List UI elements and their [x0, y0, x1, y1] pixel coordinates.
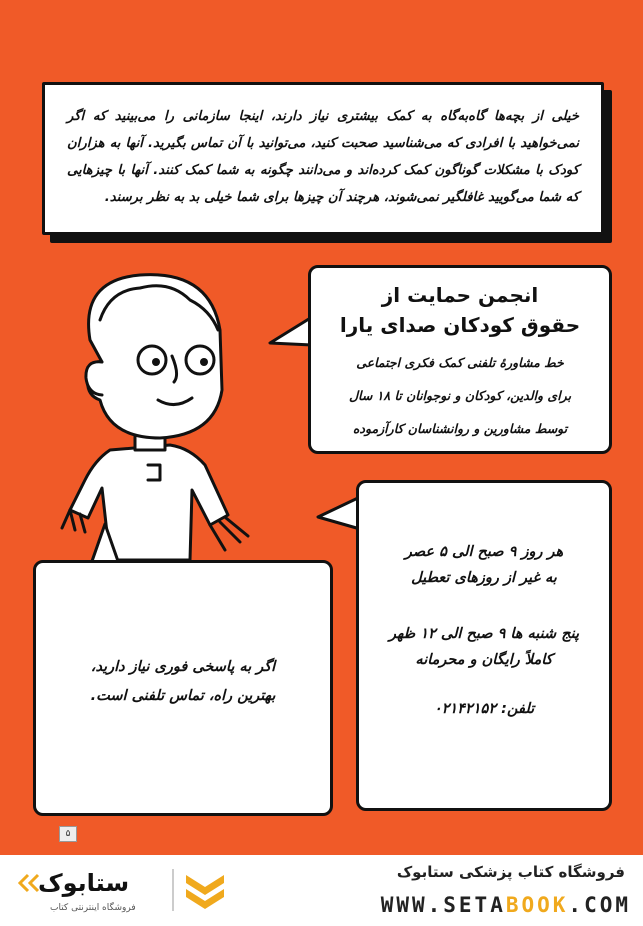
org-title-line1: انجمن حمایت از: [381, 283, 539, 307]
org-desc-line1: خط مشاورهٔ تلفنی کمک فکری اجتماعی: [356, 355, 564, 370]
hours-line4: کاملاً رایگان و محرمانه: [415, 652, 553, 668]
logo-text: ستابوک: [38, 869, 130, 897]
intro-text: خیلی از بچه‌ها گاه‌به‌گاه به کمک بیشتری نیاز دارند، اینجا سازمانی را می‌بینید که اگر نمی‌خواهید با افرادی که می‌شناسید صحبت کنید، می‌توانید با آن تماس بگیرید. آنها به هزاران کودک با مشکلات گوناگون کمک کرده‌اند و می‌دانند چگونه به شما کمک کنند. آنها با چیزهایی که شما می‌گویید غافلگیر نمی‌شوند، هرچند آن چیزها برای شما خیلی بد به نظر برسند.: [67, 109, 579, 205]
org-title-line2: حقوق کودکان صدای یارا: [339, 313, 581, 337]
store-name: فروشگاه کتاب پزشکی ستابوک: [396, 863, 625, 881]
page-number: ۵: [59, 826, 77, 842]
logo-divider: [172, 869, 174, 911]
store-footer: [0, 855, 643, 926]
advice-line1: اگر به پاسخی فوری نیاز دارید،: [90, 659, 276, 675]
org-desc-line3: توسط مشاورین و روانشناسان کارآزموده: [352, 421, 568, 436]
advice-bubble: [33, 560, 333, 816]
advice-line2: بهترین راه، تماس تلفنی است.: [90, 688, 276, 704]
phone-number: تلفن: ۰۲۱۴۲۱۵۲: [433, 701, 535, 717]
hours-line2: به غیر از روزهای تعطیل: [411, 570, 557, 586]
intro-box: [42, 82, 604, 235]
url-part-2: BOOK: [505, 893, 569, 917]
store-url[interactable]: [381, 893, 631, 917]
url-part-3: .COM: [568, 893, 631, 917]
chevrons-icon: [18, 873, 40, 893]
hours-line1: هر روز ۹ صبح الی ۵ عصر: [404, 544, 564, 560]
org-bubble: [308, 265, 612, 454]
seta-logo-icon: [182, 869, 228, 913]
hours-bubble: [356, 480, 612, 811]
org-desc-line2: برای والدین، کودکان و نوجوانان تا ۱۸ سال: [348, 388, 572, 403]
url-part-1: WWW.SETA: [380, 893, 506, 917]
hours-line3: پنج شنبه ها ۹ صبح الی ۱۲ ظهر: [388, 626, 580, 642]
logo-subtitle: فروشگاه اینترنتی کتاب: [50, 903, 136, 913]
boy-illustration: [40, 260, 260, 570]
